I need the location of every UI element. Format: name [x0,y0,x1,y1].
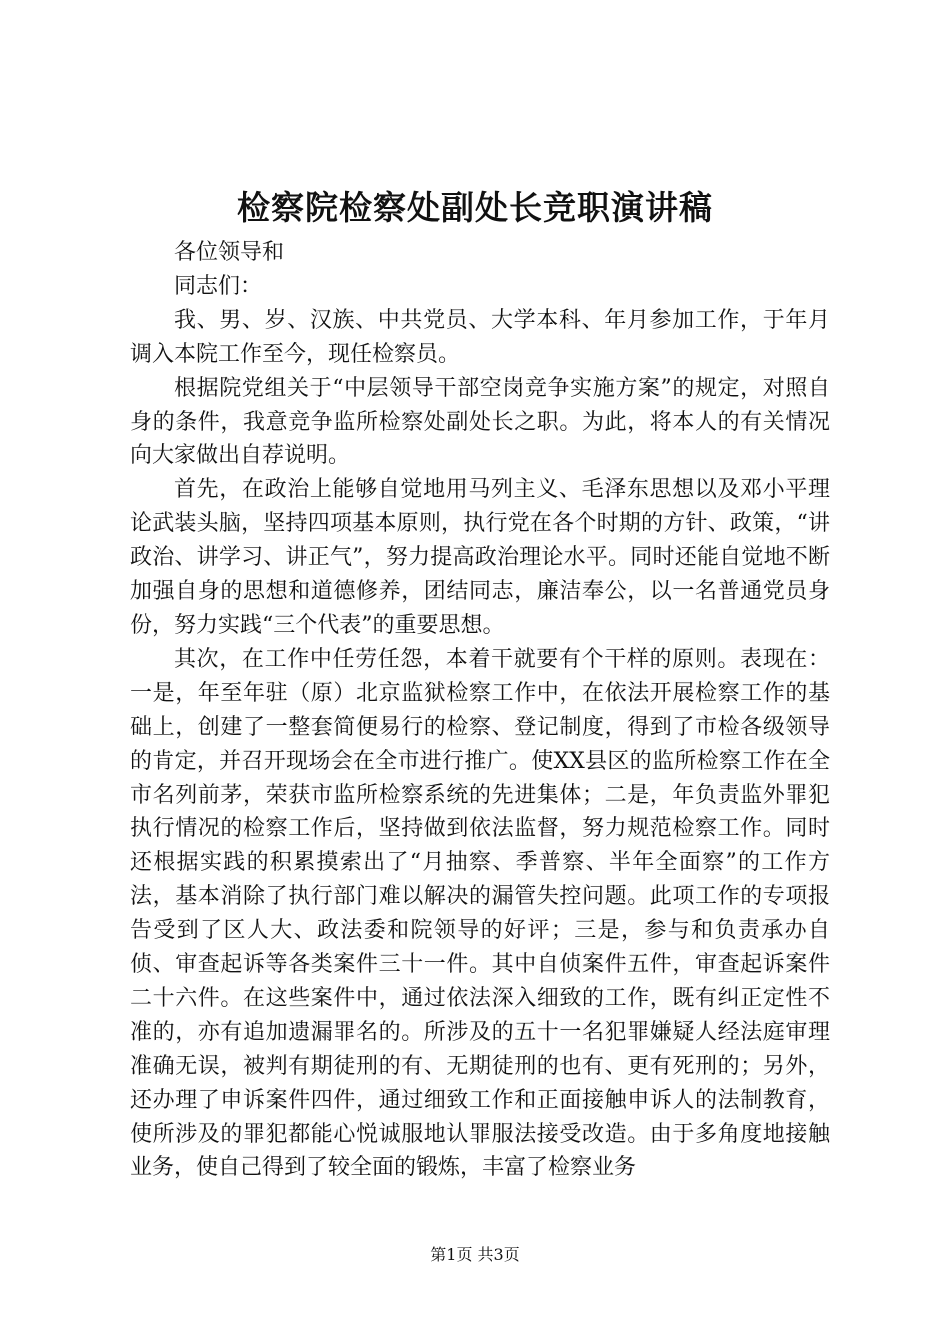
paragraph-purpose: 根据院党组关于“中层领导干部空岗竞争实施方案”的规定，对照自身的条件，我意竞争监所检察处副处长之职。为此，将本人的有关情况向大家做出自荐说明。 [130,375,830,469]
paragraph-intro: 我、男、岁、汉族、中共党员、大学本科、年月参加工作，于年月调入本院工作至今，现任检察员。 [130,307,830,367]
paragraph-politics: 首先，在政治上能够自觉地用马列主义、毛泽东思想以及邓小平理论武装头脑，坚持四项基本原则，执行党在各个时期的方针、政策，“讲政治、讲学习、讲正气”，努力提高政治理论水平。同时还能自觉地不断加强自身的思想和道德修养，团结同志，廉洁奉公，以一名普通党员身份，努力实践“三个代表”的重要思想。 [130,477,830,638]
page-footer: 第1页 共3页 [430,1245,520,1264]
paragraph-salutation-2: 同志们： [174,273,263,299]
document-body [130,236,830,1185]
paragraph-salutation-1: 各位领导和 [174,240,285,265]
paragraph-work: 其次，在工作中任劳任怨，本着干就要有个干样的原则。表现在：一是，年至年驻（原）北京监狱检察工作中，在依法开展检察工作的基础上，创建了一整套简便易行的检察、登记制度，得到了市检各级领导的肯定，并召开现场会在全市进行推广。使XX县区的监所检察工作在全市名列前茅，荣获市监所检察系统的先进集体；二是，年负责监外罪犯执行情况的检察工作后，坚持做到依法监督，努力规范检察工作。同时还根据实践的积累摸索出了“月抽察、季普察、半年全面察”的工作方法，基本消除了执行部门难以解决的漏管失控问题。此项工作的专项报告受到了区人大、政法委和院领导的好评；三是，参与和负责承办自侦、审查起诉等各类案件三十一件。其中自侦案件五件，审查起诉案件二十六件。在这些案件中，通过依法深入细致的工作，既有纠正定性不准的，亦有追加遗漏罪名的。所涉及的五十一名犯罪嫌疑人经法庭审理准确无误，被判有期徒刑的有、无期徒刑的也有、更有死刑的；另外，还办理了申诉案件四件，通过细致工作和正面接触申诉人的法制教育，使所涉及的罪犯都能心悦诚服地认罪服法接受改造。由于多角度地接触业务，使自己得到了较全面的锻炼，丰富了检察业务 [130,646,830,1181]
document-title: 检察院检察处副处长竞职演讲稿 [237,188,713,227]
